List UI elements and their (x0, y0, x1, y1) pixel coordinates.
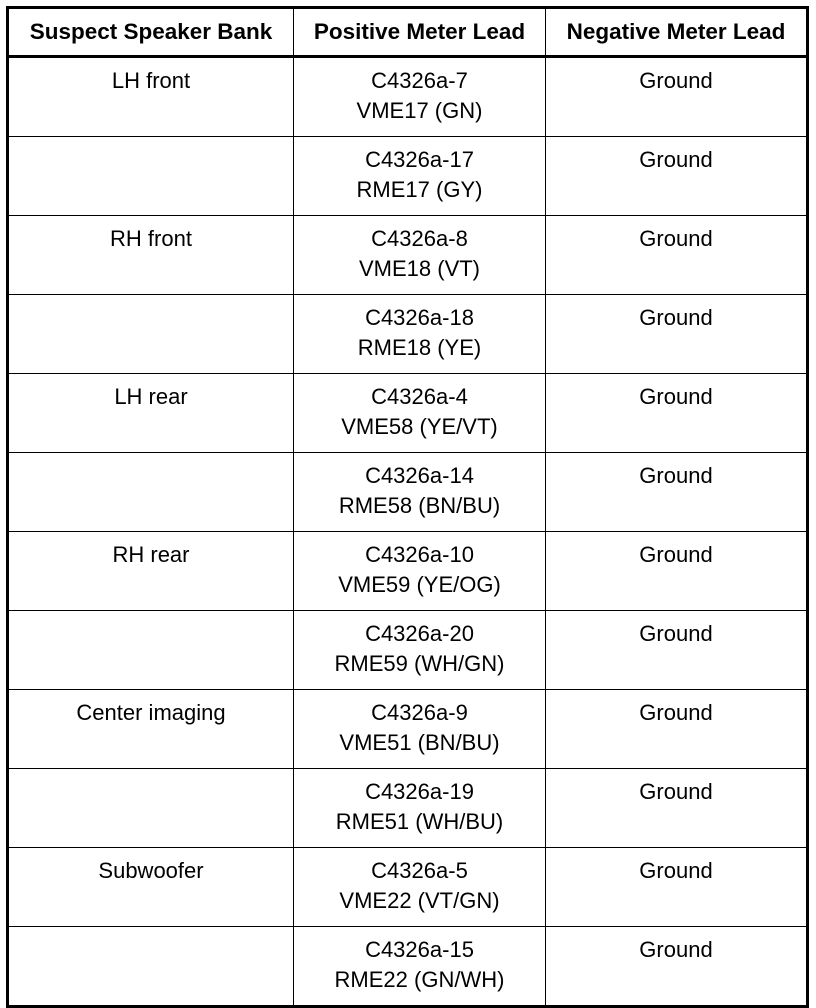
positive-lead-cell (294, 690, 546, 769)
negative-lead-value: Ground (639, 700, 713, 725)
connector-pin: C4326a-14 (365, 463, 474, 488)
negative-lead-value: Ground (639, 937, 713, 962)
negative-lead-cell (546, 532, 808, 611)
speaker-bank-cell (8, 848, 294, 927)
table-row (8, 216, 808, 295)
positive-lead-cell (294, 453, 546, 532)
circuit-code: RME18 (YE) (357, 335, 482, 360)
positive-lead-cell (294, 295, 546, 374)
positive-lead-cell (294, 611, 546, 690)
speaker-bank-label (9, 453, 293, 461)
positive-lead-cell (294, 57, 546, 137)
negative-lead-cell (546, 848, 808, 927)
table-row (8, 295, 808, 374)
circuit-code: RME51 (WH/BU) (335, 809, 504, 834)
speaker-bank-cell (8, 611, 294, 690)
circuit-code: VME51 (BN/BU) (339, 730, 500, 755)
table-row (8, 374, 808, 453)
negative-lead-value: Ground (639, 542, 713, 567)
negative-lead-value: Ground (639, 147, 713, 172)
table-row (8, 769, 808, 848)
speaker-bank-cell (8, 690, 294, 769)
connector-pin: C4326a-5 (371, 858, 468, 883)
connector-pin: C4326a-20 (365, 621, 474, 646)
connector-pin: C4326a-19 (365, 779, 474, 804)
header-suspect-speaker-bank: Suspect Speaker Bank (8, 8, 294, 57)
circuit-code: VME18 (VT) (358, 256, 481, 281)
connector-pin: C4326a-18 (365, 305, 474, 330)
header-positive-meter-lead: Positive Meter Lead (294, 8, 546, 57)
speaker-bank-cell (8, 137, 294, 216)
negative-lead-value: Ground (639, 779, 713, 804)
negative-lead-value: Ground (639, 463, 713, 488)
circuit-code: RME17 (GY) (356, 177, 483, 202)
negative-lead-cell (546, 927, 808, 1007)
circuit-code: VME59 (YE/OG) (338, 572, 501, 597)
positive-lead-cell (294, 848, 546, 927)
negative-lead-cell (546, 769, 808, 848)
table-row (8, 453, 808, 532)
connector-pin: C4326a-8 (371, 226, 468, 251)
connector-pin: C4326a-9 (371, 700, 468, 725)
circuit-code: RME58 (BN/BU) (338, 493, 501, 518)
speaker-bank-label: Subwoofer (98, 858, 204, 883)
negative-lead-cell (546, 374, 808, 453)
negative-lead-cell (546, 295, 808, 374)
speaker-bank-cell (8, 453, 294, 532)
speaker-bank-label: LH rear (114, 384, 188, 409)
speaker-test-table (6, 6, 809, 1008)
circuit-code: RME59 (WH/GN) (334, 651, 505, 676)
positive-lead-cell (294, 532, 546, 611)
negative-lead-value: Ground (639, 384, 713, 409)
circuit-code: VME58 (YE/VT) (341, 414, 498, 439)
positive-lead-cell (294, 137, 546, 216)
speaker-bank-label: RH front (110, 226, 192, 251)
speaker-bank-cell (8, 927, 294, 1007)
connector-pin: C4326a-17 (365, 147, 474, 172)
speaker-bank-label: LH front (111, 68, 191, 93)
speaker-bank-label (9, 769, 293, 777)
speaker-bank-cell (8, 769, 294, 848)
circuit-code: VME22 (VT/GN) (339, 888, 500, 913)
table-row (8, 690, 808, 769)
table-row (8, 611, 808, 690)
negative-lead-cell (546, 216, 808, 295)
speaker-bank-label (9, 927, 293, 935)
negative-lead-value: Ground (639, 226, 713, 251)
speaker-bank-cell (8, 216, 294, 295)
table-row (8, 532, 808, 611)
negative-lead-cell (546, 453, 808, 532)
speaker-bank-label (9, 137, 293, 145)
table-row (8, 57, 808, 137)
table-row (8, 927, 808, 1007)
connector-pin: C4326a-4 (371, 384, 468, 409)
header-row (8, 8, 808, 57)
negative-lead-value: Ground (639, 305, 713, 330)
circuit-code: VME17 (GN) (356, 98, 483, 123)
negative-lead-value: Ground (639, 68, 713, 93)
speaker-bank-cell (8, 532, 294, 611)
negative-lead-value: Ground (639, 858, 713, 883)
speaker-bank-cell (8, 57, 294, 137)
positive-lead-cell (294, 769, 546, 848)
positive-lead-cell (294, 374, 546, 453)
negative-lead-cell (546, 137, 808, 216)
speaker-bank-cell (8, 295, 294, 374)
header-negative-meter-lead: Negative Meter Lead (546, 8, 808, 57)
table-row (8, 848, 808, 927)
negative-lead-cell (546, 57, 808, 137)
negative-lead-cell (546, 611, 808, 690)
speaker-bank-label (9, 611, 293, 619)
connector-pin: C4326a-15 (365, 937, 474, 962)
circuit-code: RME22 (GN/WH) (334, 967, 505, 992)
speaker-bank-label: Center imaging (76, 700, 226, 725)
speaker-bank-cell (8, 374, 294, 453)
negative-lead-value: Ground (639, 621, 713, 646)
speaker-bank-label: RH rear (112, 542, 190, 567)
speaker-bank-label (9, 295, 293, 303)
positive-lead-cell (294, 216, 546, 295)
negative-lead-cell (546, 690, 808, 769)
table-row (8, 137, 808, 216)
connector-pin: C4326a-10 (365, 542, 474, 567)
connector-pin: C4326a-7 (371, 68, 468, 93)
positive-lead-cell (294, 927, 546, 1007)
